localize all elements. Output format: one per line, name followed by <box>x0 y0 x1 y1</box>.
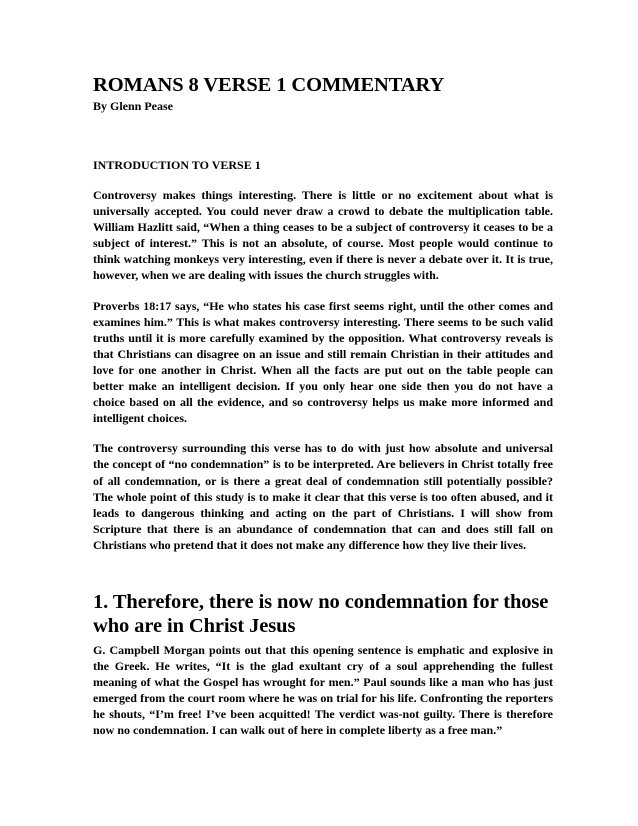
intro-paragraph: The controversy surrounding this verse has to do with just how absolute and universal the concept of “no condemnation” is to be interpreted. Are believers in Christ totally free of all condemnation, or is there a great deal of condemnation still potentially possible? The whole point of this study is to make it clear that this verse is too often abused, and it leads to dangerous thinking and acting on the part of Christians. I will show from Scripture that there is an abundance of condemnation that can and does still fall on Christians who pretend that it does not make any difference how they live their lives. <box>93 441 553 552</box>
verse-paragraph: G. Campbell Morgan points out that this opening sentence is emphatic and explosive in the Greek. He writes, “It is the glad exultant cry of a soul apprehending the fullest meaning of what the Gospel has wrought for men.” Paul sounds like a man who has just emerged from the court room where he was on trial for his life. Confronting the reporters he shouts, “I’m free! I’ve been acquitted! The verdict was-not guilty. There is therefore now no condemnation. I can walk out of here in complete liberty as a free man.” <box>93 642 553 738</box>
document-author: By Glenn Pease <box>93 99 173 113</box>
verse-heading: 1. Therefore, there is now no condemnation for those who are in Christ Jesus <box>93 590 549 637</box>
document-page <box>93 73 553 739</box>
intro-paragraph: Controversy makes things interesting. There is little or no excitement about what is universally accepted. You could never draw a crowd to debate the multiplication table. William Hazlitt said, “When a thing ceases to be a subject of controversy it ceases to be a subject of interest.” This is not an absolute, of course. Most people would continue to think watching monkeys very interesting, even if there is never a debate over it. It is true, however, when we are dealing with issues the church struggles with. <box>93 188 553 283</box>
document-title: ROMANS 8 VERSE 1 COMMENTARY <box>93 74 445 96</box>
intro-heading: INTRODUCTION TO VERSE 1 <box>93 158 261 172</box>
intro-paragraph: Proverbs 18:17 says, “He who states his case first seems right, until the other comes and examines him.” This is what makes controversy interesting. There seems to be such valid truths until it is more carefully examined by the opposition. What controversy reveals is that Christians can disagree on an issue and still remain Christian in their attitudes and love for one another in Christ. When all the facts are put out on the table people can better make an intelligent decision. If you only hear one side then you do not have a choice based on all the evidence, and so controversy helps us make more informed and intelligent choices. <box>93 298 553 426</box>
